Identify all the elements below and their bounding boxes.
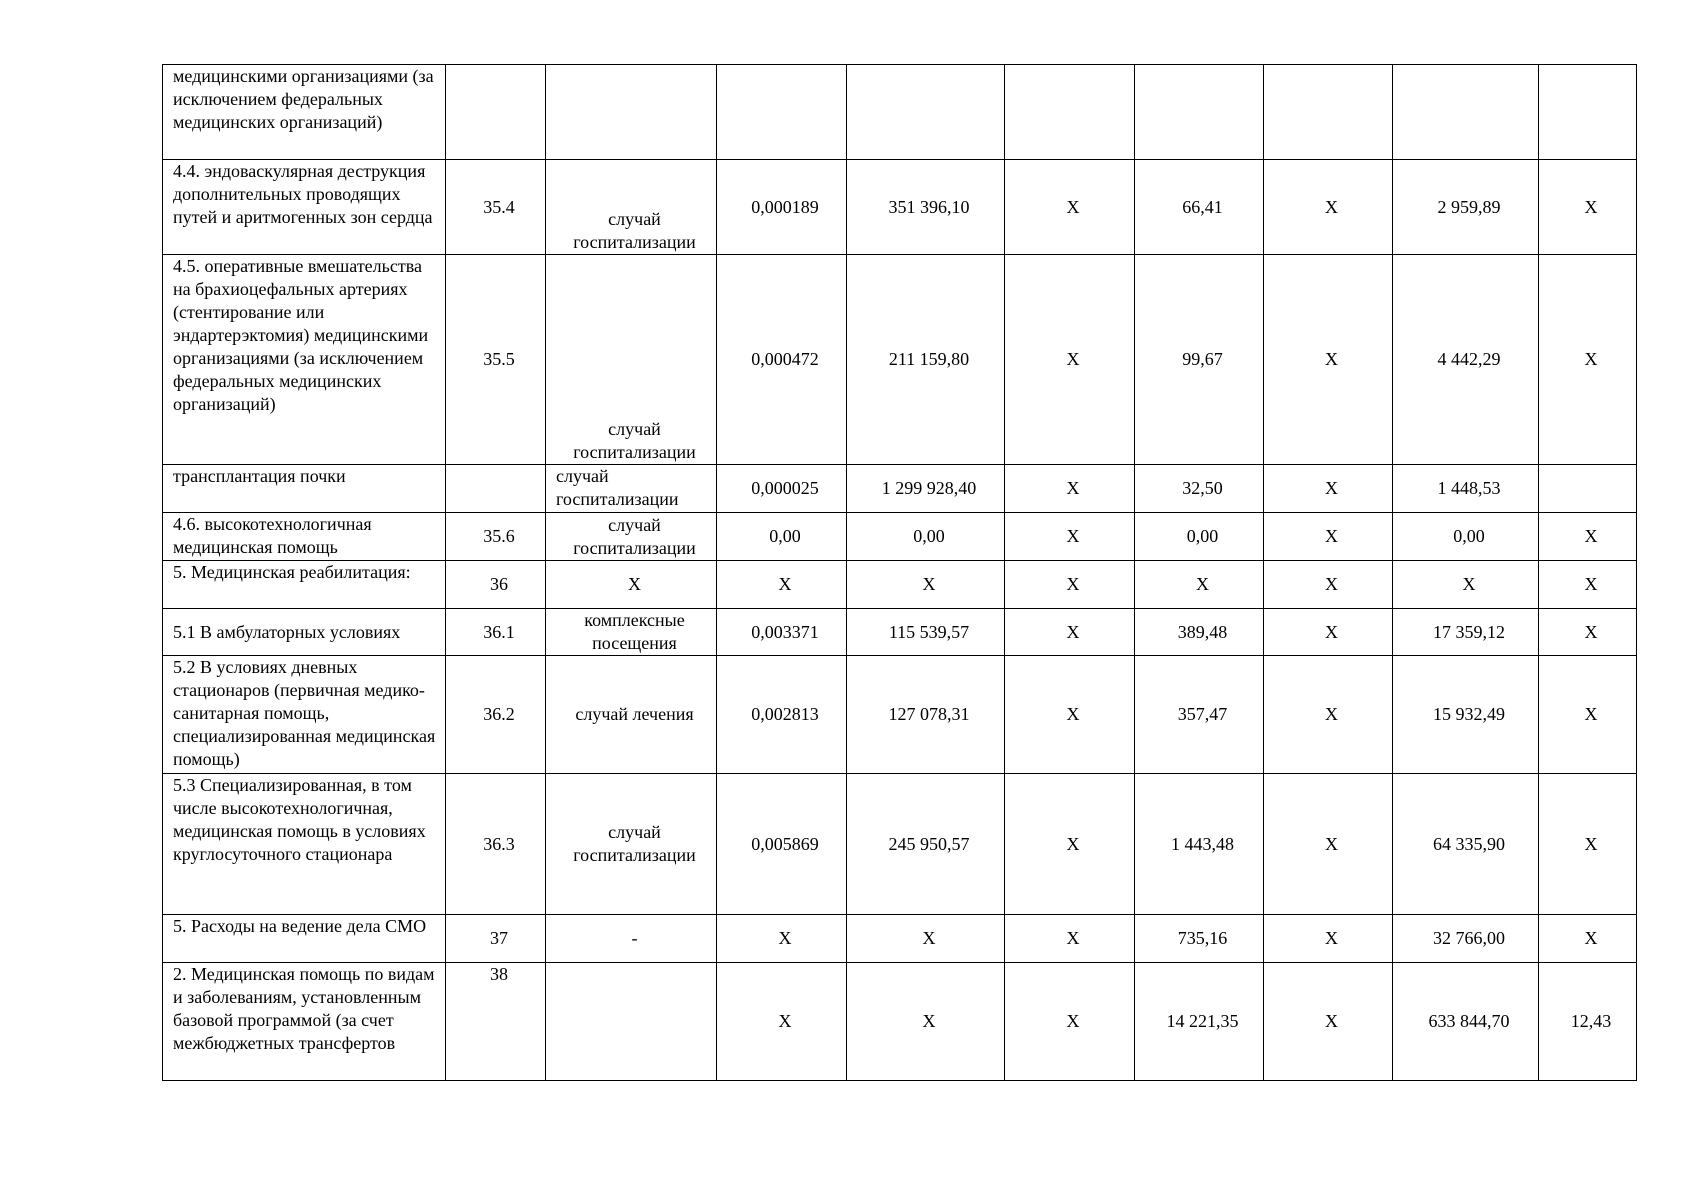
value-cell: Х bbox=[847, 561, 1005, 609]
value-cell: Х bbox=[1539, 255, 1637, 465]
code-cell bbox=[446, 465, 546, 513]
unit-cell: случай госпитализации bbox=[546, 465, 717, 513]
value-cell: Х bbox=[1264, 656, 1393, 774]
value-cell: Х bbox=[847, 963, 1005, 1081]
value-cell: Х bbox=[1539, 513, 1637, 561]
code-cell: 37 bbox=[446, 915, 546, 963]
value-cell: 0,005869 bbox=[717, 774, 847, 915]
code-cell: 36.1 bbox=[446, 609, 546, 656]
value-cell: Х bbox=[717, 915, 847, 963]
row-name-cell: 5.2 В условиях дневных стационаров (первичная медико-санитарная помощь, специализированная медицинская помощь) bbox=[163, 656, 446, 774]
row-name-cell: 4.6. высокотехнологичная медицинская помощь bbox=[163, 513, 446, 561]
value-cell: Х bbox=[1264, 465, 1393, 513]
table-row bbox=[163, 774, 1637, 915]
value-cell: 211 159,80 bbox=[847, 255, 1005, 465]
code-cell: 36.2 bbox=[446, 656, 546, 774]
table-row bbox=[163, 561, 1637, 609]
table-row bbox=[163, 160, 1637, 255]
value-cell: 0,000472 bbox=[717, 255, 847, 465]
value-cell bbox=[1264, 65, 1393, 160]
unit-cell: случай госпитализации bbox=[546, 774, 717, 915]
value-cell bbox=[1539, 465, 1637, 513]
code-cell: 38 bbox=[446, 963, 546, 1081]
unit-cell: случай госпитализации bbox=[546, 160, 717, 255]
value-cell: 357,47 bbox=[1135, 656, 1264, 774]
code-cell bbox=[446, 65, 546, 160]
value-cell: 245 950,57 bbox=[847, 774, 1005, 915]
data-table bbox=[162, 64, 1637, 1081]
table-row bbox=[163, 609, 1637, 656]
value-cell bbox=[1005, 65, 1135, 160]
unit-cell: случай госпитализации bbox=[546, 513, 717, 561]
value-cell: 2 959,89 bbox=[1393, 160, 1539, 255]
unit-cell: комплексные посещения bbox=[546, 609, 717, 656]
table-row bbox=[163, 656, 1637, 774]
unit-cell: Х bbox=[546, 561, 717, 609]
value-cell bbox=[847, 65, 1005, 160]
value-cell bbox=[717, 65, 847, 160]
value-cell: Х bbox=[1264, 774, 1393, 915]
value-cell: Х bbox=[1005, 963, 1135, 1081]
value-cell: Х bbox=[1539, 915, 1637, 963]
value-cell: 32,50 bbox=[1135, 465, 1264, 513]
unit-cell: случай госпитализации bbox=[546, 255, 717, 465]
value-cell: 115 539,57 bbox=[847, 609, 1005, 656]
value-cell: Х bbox=[1005, 160, 1135, 255]
value-cell: Х bbox=[1005, 609, 1135, 656]
code-cell: 35.6 bbox=[446, 513, 546, 561]
value-cell: Х bbox=[1135, 561, 1264, 609]
value-cell: Х bbox=[1005, 513, 1135, 561]
value-cell: Х bbox=[847, 915, 1005, 963]
value-cell: 1 443,48 bbox=[1135, 774, 1264, 915]
value-cell: Х bbox=[1005, 465, 1135, 513]
value-cell: 127 078,31 bbox=[847, 656, 1005, 774]
value-cell: Х bbox=[1264, 513, 1393, 561]
value-cell: Х bbox=[1264, 160, 1393, 255]
value-cell: Х bbox=[1264, 561, 1393, 609]
table-row bbox=[163, 65, 1637, 160]
value-cell: Х bbox=[1005, 561, 1135, 609]
value-cell bbox=[1135, 65, 1264, 160]
value-cell: 66,41 bbox=[1135, 160, 1264, 255]
value-cell: Х bbox=[717, 963, 847, 1081]
value-cell: Х bbox=[1539, 774, 1637, 915]
value-cell: 1 448,53 bbox=[1393, 465, 1539, 513]
value-cell: 14 221,35 bbox=[1135, 963, 1264, 1081]
value-cell: 15 932,49 bbox=[1393, 656, 1539, 774]
value-cell: 351 396,10 bbox=[847, 160, 1005, 255]
value-cell: 99,67 bbox=[1135, 255, 1264, 465]
value-cell: Х bbox=[1264, 963, 1393, 1081]
row-name-cell: трансплантация почки bbox=[163, 465, 446, 513]
unit-cell: - bbox=[546, 915, 717, 963]
code-cell: 35.5 bbox=[446, 255, 546, 465]
value-cell: Х bbox=[1393, 561, 1539, 609]
table-row bbox=[163, 963, 1637, 1081]
code-cell: 36 bbox=[446, 561, 546, 609]
value-cell bbox=[1539, 65, 1637, 160]
value-cell: 0,003371 bbox=[717, 609, 847, 656]
row-name-cell: 5. Медицинская реабилитация: bbox=[163, 561, 446, 609]
value-cell: Х bbox=[1264, 255, 1393, 465]
code-cell: 36.3 bbox=[446, 774, 546, 915]
value-cell: 12,43 bbox=[1539, 963, 1637, 1081]
value-cell: 17 359,12 bbox=[1393, 609, 1539, 656]
unit-cell: случай лечения bbox=[546, 656, 717, 774]
row-name-cell: 4.4. эндоваскулярная деструкция дополнительных проводящих путей и аритмогенных зон сердца bbox=[163, 160, 446, 255]
value-cell: Х bbox=[1264, 609, 1393, 656]
value-cell: 0,00 bbox=[1135, 513, 1264, 561]
value-cell: Х bbox=[1264, 915, 1393, 963]
value-cell: 389,48 bbox=[1135, 609, 1264, 656]
value-cell: Х bbox=[1005, 915, 1135, 963]
row-name-cell: 2. Медицинская помощь по видам и заболеваниям, установленным базовой программой (за счет межбюджетных трансфертов bbox=[163, 963, 446, 1081]
value-cell: Х bbox=[1539, 160, 1637, 255]
value-cell: Х bbox=[1539, 561, 1637, 609]
value-cell: 4 442,29 bbox=[1393, 255, 1539, 465]
value-cell: Х bbox=[717, 561, 847, 609]
unit-cell bbox=[546, 65, 717, 160]
value-cell: Х bbox=[1005, 774, 1135, 915]
value-cell bbox=[1393, 65, 1539, 160]
code-cell: 35.4 bbox=[446, 160, 546, 255]
row-name-cell: 4.5. оперативные вмешательства на брахиоцефальных артериях (стентирование или эндартерэктомия) медицинскими организациями (за исключением федеральных медицинских организаций) bbox=[163, 255, 446, 465]
value-cell: Х bbox=[1539, 609, 1637, 656]
table-row bbox=[163, 465, 1637, 513]
value-cell: Х bbox=[1005, 255, 1135, 465]
table-row bbox=[163, 513, 1637, 561]
value-cell: 633 844,70 bbox=[1393, 963, 1539, 1081]
value-cell: 0,00 bbox=[1393, 513, 1539, 561]
value-cell: Х bbox=[1539, 656, 1637, 774]
value-cell: 1 299 928,40 bbox=[847, 465, 1005, 513]
row-name-cell: 5.1 В амбулаторных условиях bbox=[163, 609, 446, 656]
value-cell: Х bbox=[1005, 656, 1135, 774]
value-cell: 0,000189 bbox=[717, 160, 847, 255]
value-cell: 0,000025 bbox=[717, 465, 847, 513]
row-name-cell: 5.3 Специализированная, в том числе высокотехнологичная, медицинская помощь в условиях круглосуточного стационара bbox=[163, 774, 446, 915]
row-name-cell: медицинскими организациями (за исключением федеральных медицинских организаций) bbox=[163, 65, 446, 160]
value-cell: 64 335,90 bbox=[1393, 774, 1539, 915]
table-row bbox=[163, 255, 1637, 465]
value-cell: 0,002813 bbox=[717, 656, 847, 774]
value-cell: 0,00 bbox=[717, 513, 847, 561]
table-row bbox=[163, 915, 1637, 963]
unit-cell bbox=[546, 963, 717, 1081]
value-cell: 0,00 bbox=[847, 513, 1005, 561]
row-name-cell: 5. Расходы на ведение дела СМО bbox=[163, 915, 446, 963]
value-cell: 735,16 bbox=[1135, 915, 1264, 963]
value-cell: 32 766,00 bbox=[1393, 915, 1539, 963]
